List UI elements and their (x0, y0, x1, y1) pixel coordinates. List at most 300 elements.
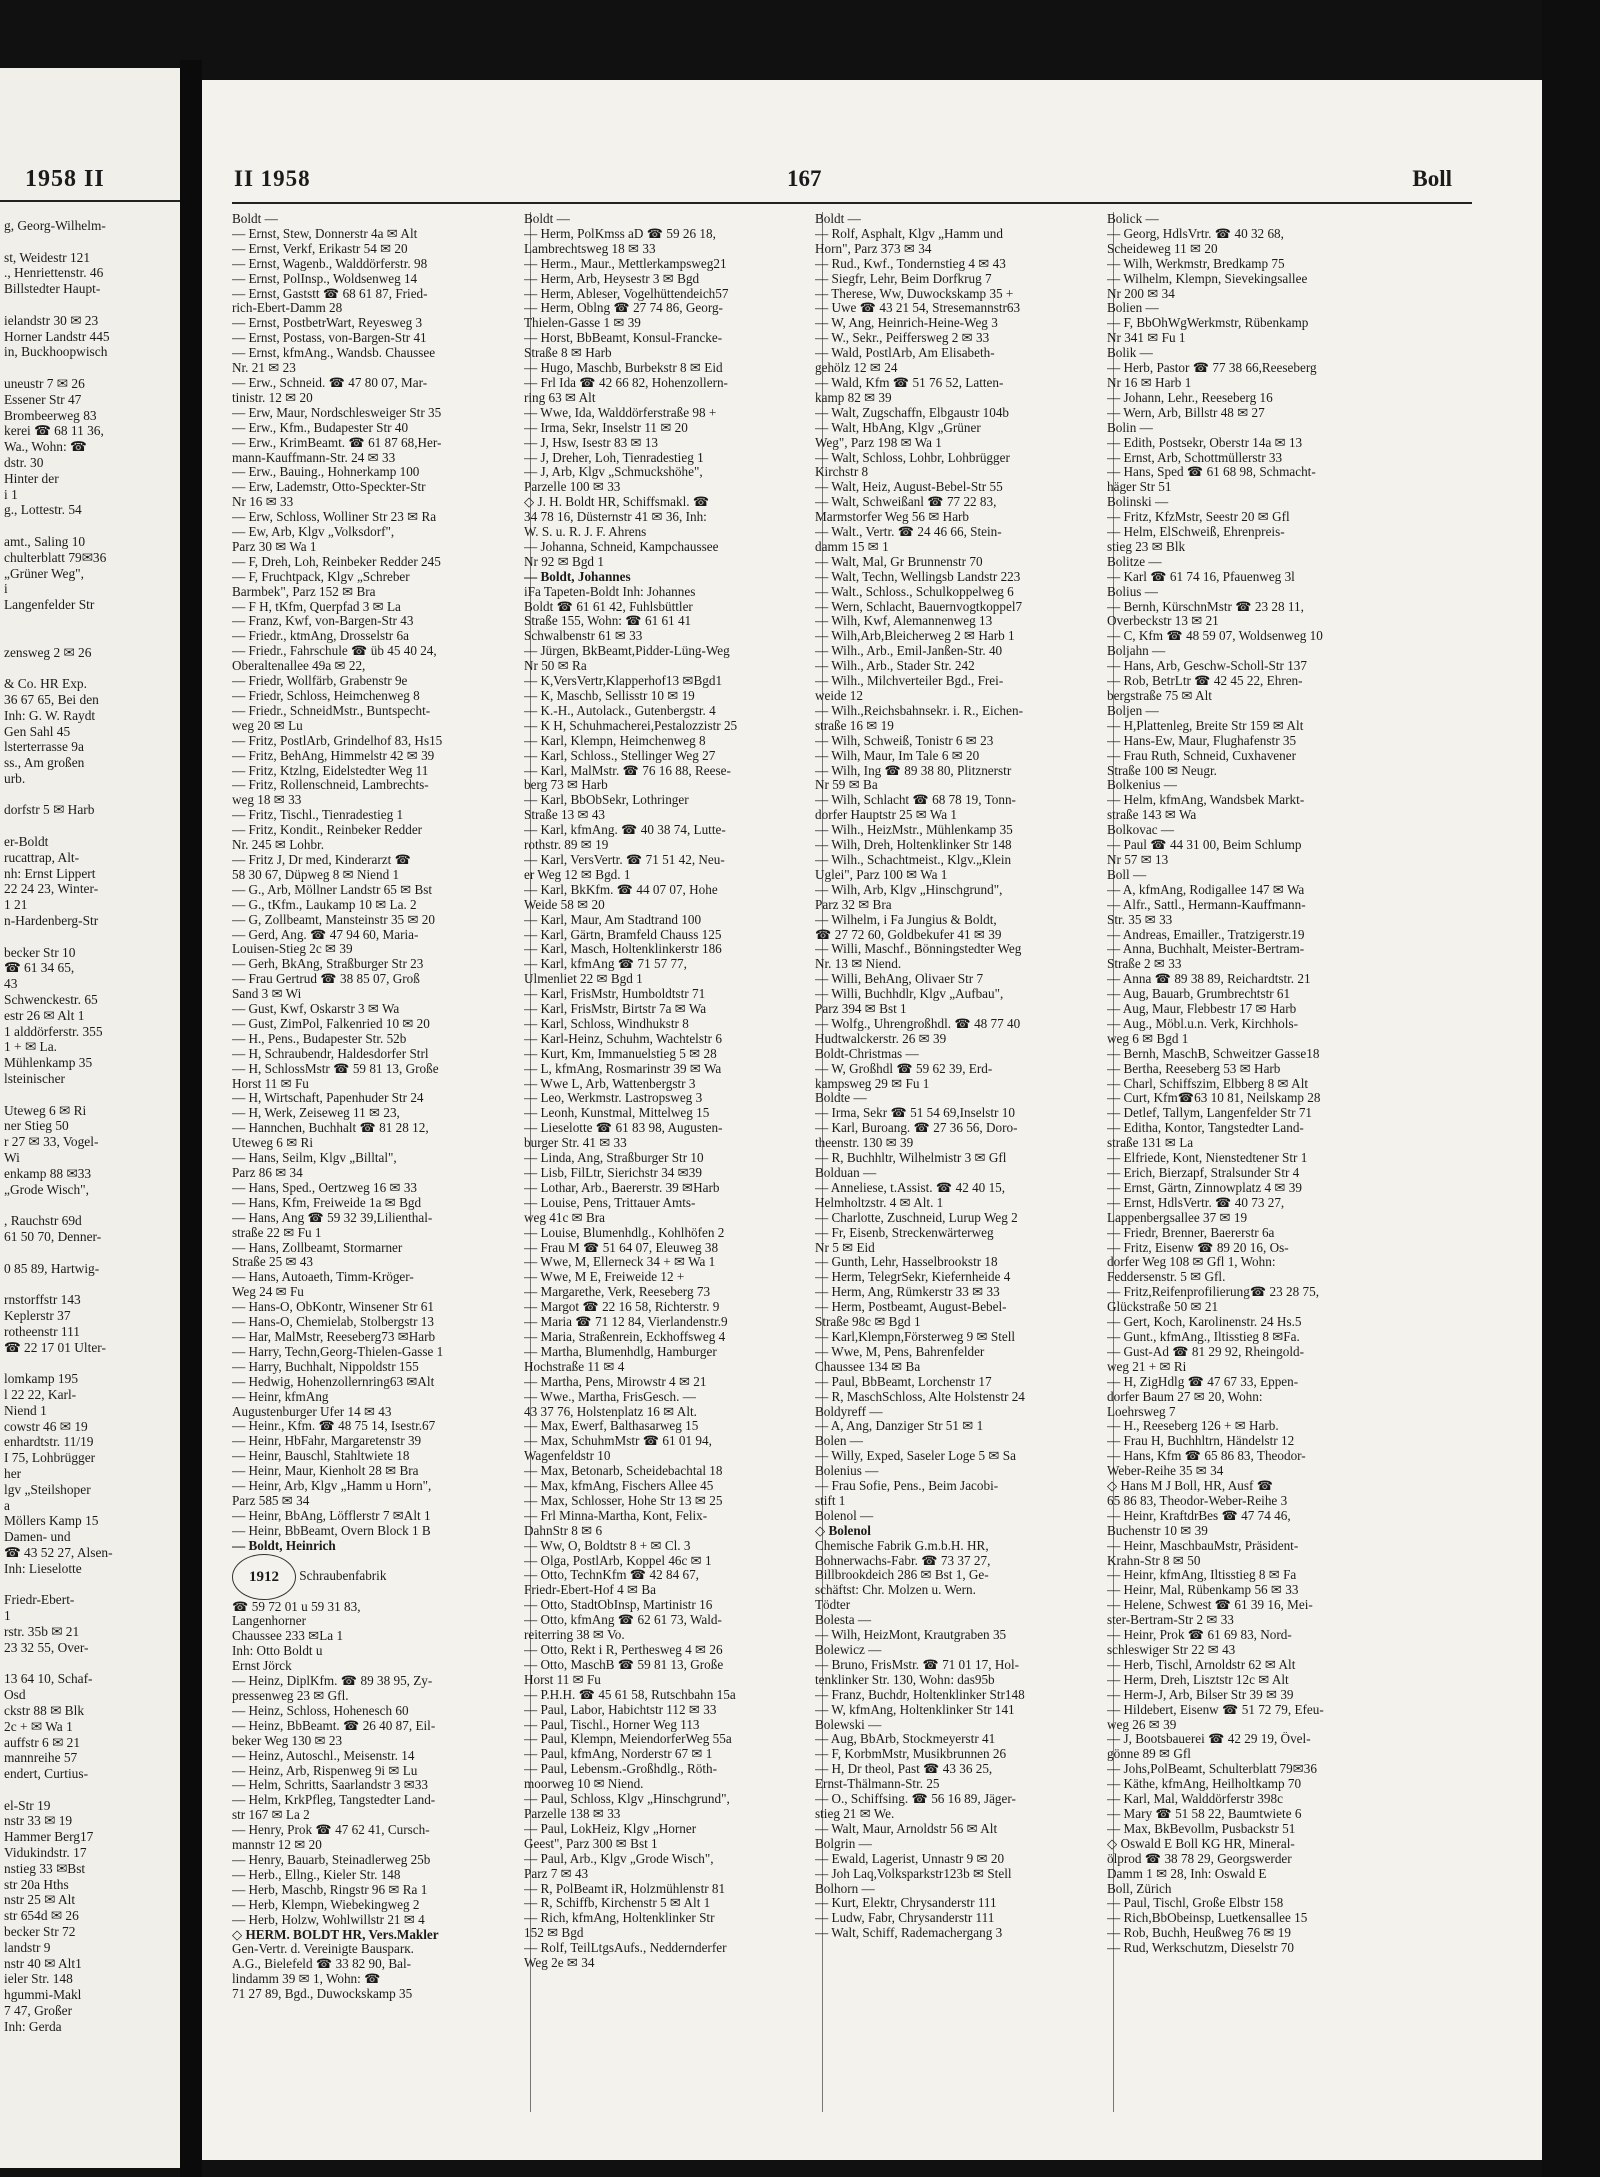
left-page-line: cowstr 46 ✉ 19 (4, 1418, 88, 1434)
left-page-line: ☎ 61 34 65, (4, 960, 75, 976)
directory-entry-line: Ernst-Thälmann-Str. 25 (815, 1777, 940, 1792)
directory-entry-line: — Friedr, Wollfärb, Grabenstr 9e (232, 674, 408, 689)
directory-entry-line: — Fritz, Ktzlng, Eidelstedter Weg 11 (232, 763, 429, 778)
directory-entry-line: — Walt, Schloss, Lohbr, Lohbrügger (815, 450, 1010, 465)
directory-entry-line: — Ernst, PolInsp., Woldsenweg 14 (232, 271, 418, 286)
directory-entry-line: — Walt, Zugschaffn, Elbgaustr 104b (815, 405, 1010, 420)
left-page-line: Keplerstr 37 (4, 1307, 71, 1323)
directory-entry-line: — Rob, Buchh, Heußweg 76 ✉ 19 (1107, 1926, 1291, 1941)
directory-entry-line: — Leonh, Kunstmal, Mittelweg 15 (524, 1106, 710, 1121)
left-page-line: el-Str 19 (4, 1797, 51, 1813)
left-page-line: 23 32 55, Over- (4, 1639, 89, 1655)
directory-entry-line: — Detlef, Tallym, Langenfelder Str 71 (1107, 1106, 1313, 1121)
directory-entry-line: — Hugo, Maschb, Burbekstr 8 ✉ Eid (524, 361, 723, 376)
directory-entry-line: ☎ 59 72 01 u 59 31 83, (232, 1599, 361, 1614)
left-page-line: Osd (4, 1687, 26, 1703)
left-page-line: Schwenckestr. 65 (4, 992, 98, 1008)
directory-entry-line: Straße 2 ✉ 33 (1107, 957, 1182, 972)
directory-entry-line: — Karl, FrisMstr, Humboldtstr 71 (524, 987, 706, 1002)
facing-page-left (0, 68, 180, 2168)
directory-entry-line: — Lieselotte ☎ 61 83 98, Augusten- (524, 1121, 723, 1136)
left-page-line: Inh: G. W. Raydt (4, 707, 96, 723)
directory-entry-line: — Wilh., Arb., Emil-Janßen-Str. 40 (815, 644, 1003, 659)
directory-entry-line: Parz 86 ✉ 34 (232, 1166, 303, 1180)
directory-entry-line: — Walt., Vertr. ☎ 24 46 66, Stein- (815, 525, 1002, 540)
directory-entry-line: — Heinr, kfmAng, Iltisstieg 8 ✉ Fa (1107, 1568, 1297, 1583)
left-page-line: I 75, Lohbrügger (4, 1450, 96, 1466)
directory-entry-line: — Jürgen, BkBeamt,Pidder-Lüng-Weg (524, 644, 730, 659)
directory-entry-line: — Henry, Bauarb, Steinadlerweg 25b (232, 1852, 431, 1867)
directory-entry-line: — Kurt, Elektr, Chrysanderstr 111 (815, 1896, 997, 1911)
directory-entry-line: — Wald, Kfm ☎ 51 76 52, Latten- (815, 375, 1004, 390)
directory-entry-line: — Johs,PolBeamt, Schulterblatt 79✉36 (1107, 1762, 1317, 1777)
directory-entry-line: Nr 200 ✉ 34 (1107, 286, 1175, 301)
directory-entry-line: — Hans, Sped., Oertzweg 16 ✉ 33 (232, 1180, 418, 1195)
directory-entry-line: Straße 100 ✉ Neugr. (1107, 763, 1217, 778)
left-page-line: Brombeerweg 83 (4, 407, 97, 423)
directory-entry-line: pressenweg 23 ✉ Gfl. (232, 1689, 349, 1703)
left-page-line: Wi (4, 1150, 20, 1166)
directory-entry-line: — Wwe, M E, Freiweide 12 + (524, 1270, 685, 1285)
left-page-line: 2c + ✉ Wa 1 (4, 1718, 73, 1734)
directory-entry-line: Geest", Parz 300 ✉ Bst 1 (524, 1836, 658, 1851)
left-page-line: str 20a Hths (4, 1876, 69, 1892)
directory-entry-line: ölprod ☎ 38 78 29, Georgswerder (1107, 1851, 1292, 1866)
directory-entry-line: — Wald, PostlArb, Am Elisabeth- (815, 346, 995, 361)
left-page-line (4, 360, 180, 376)
directory-entry-line: gönne 89 ✉ Gfl (1107, 1747, 1191, 1762)
directory-entry-line: Parz 7 ✉ 43 (524, 1866, 589, 1881)
directory-entry-line: — Heinr, Mal, Rübenkamp 56 ✉ 33 (1107, 1583, 1299, 1598)
directory-entry-line: — Herm, Dreh, Lisztstr 12c ✉ Alt (1107, 1672, 1289, 1687)
page-number: 167 (787, 166, 822, 191)
directory-entry-line: ◇ Oswald E Boll KG HR, Mineral- (1107, 1836, 1295, 1851)
directory-entry-line: str 167 ✉ La 2 (232, 1808, 310, 1823)
directory-entry-line: — Wilh, Werkmstr, Bredkamp 75 (1107, 256, 1285, 271)
directory-entry-line: — Olga, PostlArb, Koppel 46c ✉ 1 (524, 1553, 712, 1568)
directory-entry-line: Horst 11 ✉ Fu (524, 1672, 601, 1687)
directory-entry-line: — Wilh.,Reichsbahnsekr. i. R., Eichen- (815, 703, 1023, 718)
directory-entry-line: — Margarethe, Verk, Reeseberg 73 (524, 1285, 711, 1300)
directory-entry-line: — Friedr, Schloss, Heimchenweg 8 (232, 689, 420, 703)
directory-entry-line: Bolduan — (815, 1166, 877, 1180)
directory-entry-line: — Willi, Buchhdlr, Klgv „Aufbau", (815, 987, 1004, 1002)
left-page-line: ☎ 43 52 27, Alsen- (4, 1544, 113, 1560)
directory-entry-line: dorfer Hauptstr 25 ✉ Wa 1 (815, 808, 957, 823)
directory-entry-line: Nr 5 ✉ Eid (815, 1240, 875, 1255)
directory-entry-line: Kirchstr 8 (815, 465, 869, 480)
directory-entry-line: — Joh Laq,Volksparkstr123b ✉ Stell (815, 1866, 1012, 1881)
left-page-line (4, 818, 180, 834)
left-page-line (4, 1245, 180, 1261)
directory-entry-line: — Käthe, kfmAng, Heilholtkamp 70 (1107, 1777, 1302, 1792)
directory-entry-line: Louisen-Stieg 2c ✉ 39 (232, 942, 353, 957)
directory-entry-line: — Heinr, HbFahr, Margaretenstr 39 (232, 1434, 422, 1449)
directory-entry-line: — Bruno, FrisMstr. ☎ 71 01 17, Hol- (815, 1657, 1019, 1672)
directory-entry-line: weg 26 ✉ 39 (1107, 1717, 1177, 1732)
directory-entry-line: — Herb., Ellng., Kieler Str. 148 (232, 1867, 401, 1882)
directory-entry-line: Bolenol — (815, 1508, 874, 1523)
directory-entry-line: Scheideweg 11 ✉ 20 (1107, 241, 1218, 256)
directory-entry-line: Bolewski — (815, 1717, 882, 1732)
left-page-line: auffstr 6 ✉ 21 (4, 1734, 81, 1750)
left-page-line: hgummi-Makl (4, 1987, 82, 2003)
directory-entry-line: — Linda, Ang, Straßburger Str 10 (524, 1151, 704, 1166)
directory-entry-line: — Walt, HbAng, Klgv „Grüner (815, 420, 981, 435)
directory-entry-line: Boljahn — (1107, 644, 1166, 659)
directory-entry-line: reiterring 38 ✉ Vo. (524, 1628, 625, 1643)
directory-entry-line: — Max, Betonarb, Scheidebachtal 18 (524, 1464, 723, 1479)
directory-entry-line: — Wilh., Milchverteiler Bgd., Frei- (815, 674, 1004, 689)
directory-entry-line: damm 15 ✉ 1 (815, 539, 889, 554)
left-page-line: endert, Curtius- (4, 1766, 89, 1782)
directory-entry-line: — Ww, O, Boldtstr 8 + ✉ Cl. 3 (524, 1538, 691, 1553)
directory-column-2 (524, 212, 816, 1971)
directory-entry-line: — Wern, Arb, Billstr 48 ✉ 27 (1107, 405, 1265, 420)
directory-entry-line: Overbeckstr 13 ✉ 21 (1107, 614, 1219, 629)
directory-entry-line: — W, Ang, Heinrich-Heine-Weg 3 (815, 316, 998, 331)
directory-entry-line: — Gerd, Ang. ☎ 47 94 60, Maria- (232, 927, 419, 942)
directory-entry-line: Augustenburger Ufer 14 ✉ 43 (232, 1404, 392, 1419)
directory-entry-line: — Karl, Buroang. ☎ 27 36 56, Doro- (815, 1121, 1018, 1136)
directory-entry-line: Billbrookdeich 286 ✉ Bst 1, Ge- (815, 1568, 989, 1583)
directory-entry-line: — Karl, Klempn, Heimchenweg 8 (524, 733, 706, 748)
directory-entry-line: Boldt — (232, 212, 278, 226)
directory-entry-line: — Helm, Schritts, Saarlandstr 3 ✉33 (232, 1778, 429, 1793)
directory-entry-line: Horst 11 ✉ Fu (232, 1076, 309, 1091)
directory-entry-line: — O., Schiffsing. ☎ 56 16 89, Jäger- (815, 1792, 1016, 1807)
directory-entry-line: — Karl, Gärtn, Bramfeld Chauss 125 (524, 927, 722, 942)
directory-entry-line: — Rob, BetrLtr ☎ 42 45 22, Ehren- (1107, 674, 1303, 689)
directory-entry-line: — Aug., Möbl.u.n. Verk, Kirchhols- (1107, 1016, 1298, 1031)
left-page-line: Essener Str 47 (4, 391, 82, 407)
directory-entry-line: — Curt, Kfm☎63 10 81, Neilskamp 28 (1107, 1091, 1321, 1106)
directory-entry-line: — Frau M ☎ 51 64 07, Eleuweg 38 (524, 1240, 719, 1255)
directory-entry-line: — Herm., Maur., Mettlerkampsweg21 (524, 256, 727, 271)
directory-entry-line: weg 41c ✉ Bra (524, 1210, 605, 1225)
directory-entry-line: — Frl Ida ☎ 42 66 82, Hohenzollern- (524, 375, 728, 390)
directory-entry-line: — Wwe., Martha, FrisGesch. — (524, 1389, 696, 1404)
left-page-line: amt., Saling 10 (4, 533, 86, 549)
directory-entry-line: — W, Großhdl ☎ 59 62 39, Erd- (815, 1061, 993, 1076)
directory-entry-line: — Heinr, Arb, Klgv „Hamm u Horn", (232, 1479, 432, 1494)
left-page-line: g, Georg-Wilhelm- (4, 218, 106, 233)
left-page-line (4, 629, 180, 645)
directory-entry-line: lindamm 39 ✉ 1, Wohn: ☎ (232, 1972, 381, 1987)
directory-entry-line: Boljen — (1107, 703, 1159, 718)
left-page-line: ner Stieg 50 (4, 1118, 69, 1134)
directory-entry-line: — Herm, TelegrSekr, Kiefernheide 4 (815, 1270, 1011, 1285)
directory-entry-line: — Herb, Klempn, Wiebekingweg 2 (232, 1897, 420, 1912)
directory-entry-line: Boldte — (815, 1091, 867, 1106)
directory-entry-line: schäftst: Chr. Molzen u. Wern. (815, 1583, 976, 1598)
directory-entry-line: — Erich, Bierzapf, Stralsunder Str 4 (1107, 1166, 1300, 1180)
directory-entry-line: — Karl, Schloss, Windhukstr 8 (524, 1016, 689, 1031)
left-page-line: ieler Str. 148 (4, 1971, 73, 1987)
directory-entry-line: Bolkenius — (1107, 778, 1177, 793)
directory-entry-line: — Wilh., Schachtmeist., Klgv.„Klein (815, 852, 1012, 867)
directory-entry-line: — Hedwig, Hohenzollernring63 ✉Alt (232, 1374, 435, 1389)
directory-entry-line: — Wilh, Schlacht ☎ 68 78 19, Tonn- (815, 793, 1016, 808)
left-page-line (4, 518, 180, 534)
directory-entry-line: iFa Tapeten-Boldt Inh: Johannes (524, 584, 696, 599)
directory-entry-line: Loehrsweg 7 (1107, 1404, 1176, 1419)
directory-entry-line: Boll, Zürich (1107, 1881, 1172, 1896)
directory-entry-line: — Otto, MaschB ☎ 59 81 13, Große (524, 1657, 724, 1672)
directory-entry-line: — Paul, Schloss, Klgv „Hinschgrund", (524, 1792, 730, 1807)
directory-entry-line: — F H, tKfm, Querpfad 3 ✉ La (232, 599, 401, 614)
directory-entry-line: — Aug, BbArb, Stockmeyerstr 41 (815, 1732, 996, 1747)
left-page-line: her (4, 1465, 22, 1481)
directory-entry-line: — Karl, VersVertr. ☎ 71 51 42, Neu- (524, 852, 725, 867)
directory-entry-line: 34 78 16, Düsternstr 41 ✉ 36, Inh: (524, 510, 707, 525)
directory-entry-line: — Wilh, Dreh, Holtenklinker Str 148 (815, 838, 1012, 853)
directory-entry-line: — Max, Ewerf, Balthasarweg 15 (524, 1419, 699, 1434)
directory-entry-line: er Weg 12 ✉ Bgd. 1 (524, 867, 631, 882)
directory-entry-line: — K H, Schuhmacherei,Pestalozzistr 25 (524, 718, 738, 733)
directory-column-1 (232, 212, 524, 2002)
directory-entry-line: — Heinr, BbBeamt, Overn Block 1 B (232, 1523, 431, 1538)
directory-entry-line: — Fritz,Reifenprofilierung☎ 23 28 75, (1107, 1285, 1320, 1300)
directory-entry-line: — J, Hsw, Isestr 83 ✉ 13 (524, 435, 659, 450)
directory-entry-line: — Wilhelm, Klempn, Sievekingsallee (1107, 271, 1308, 286)
directory-entry-line: weg 18 ✉ 33 (232, 793, 302, 808)
directory-entry-line: — Otto, StadtObInsp, Martinistr 16 (524, 1598, 713, 1613)
directory-entry-line: Nr 92 ✉ Bgd 1 (524, 554, 604, 569)
directory-entry-line: straße 16 ✉ 19 (815, 718, 894, 733)
left-page-line: 7 47, Großer (4, 2003, 73, 2019)
directory-entry-line: Boldt — (815, 212, 861, 226)
left-page-line: Möllers Kamp 15 (4, 1513, 99, 1529)
directory-entry-line: — Ernst, Gärtn, Zinnowplatz 4 ✉ 39 (1107, 1180, 1302, 1195)
directory-entry-line: — Willi, Maschf., Bönningstedter Weg (815, 942, 1022, 957)
directory-entry-line: — Paul, BbBeamt, Lorchenstr 17 (815, 1374, 992, 1389)
directory-entry-line: — G., tKfm., Laukamp 10 ✉ La. 2 (232, 897, 417, 912)
directory-entry-line: — Hans, Arb, Geschw-Scholl-Str 137 (1107, 659, 1307, 674)
directory-entry-line: Bolewicz — (815, 1643, 882, 1657)
directory-entry-line: — C, Kfm ☎ 48 59 07, Woldsenweg 10 (1107, 629, 1323, 644)
directory-entry-line: — Erw, Schloss, Wolliner Str 23 ✉ Ra (232, 510, 437, 525)
directory-entry-line: — Georg, HdlsVrtr. ☎ 40 32 68, (1107, 226, 1284, 241)
directory-entry-line: tenklinker Str. 130, Wohn: das95b (815, 1672, 995, 1687)
left-page-line: „Grüner Weg", (4, 565, 84, 581)
directory-entry-line: Weber-Reihe 35 ✉ 34 (1107, 1464, 1224, 1479)
directory-entry-line: — Rich, kfmAng, Holtenklinker Str (524, 1911, 715, 1926)
left-page-line: Wa., Wohn: ☎ (4, 439, 87, 455)
directory-entry-line: — Ernst, PostbetrWart, Reyesweg 3 (232, 316, 423, 331)
directory-entry-line: Parz 585 ✉ 34 (232, 1493, 310, 1508)
directory-entry-line: — Hans, Kfm, Freiweide 1a ✉ Bgd (232, 1195, 422, 1210)
left-page-line: 1 alddörferstr. 355 (4, 1023, 103, 1039)
left-page-line (4, 660, 180, 676)
directory-entry-line: A.G., Bielefeld ☎ 33 82 90, Bal- (232, 1957, 412, 1972)
left-page-line: a (4, 1497, 10, 1513)
directory-entry-line: — Fritz J, Dr med, Kinderarzt ☎ (232, 852, 412, 867)
directory-entry-line: — Heinr, KraftdrBes ☎ 47 74 46, (1107, 1508, 1291, 1523)
directory-entry-line: — H, Werk, Zeiseweg 11 ✉ 23, (232, 1106, 400, 1121)
directory-entry-line: — Gunth, Lehr, Hasselbrookstr 18 (815, 1255, 998, 1270)
directory-entry-line: Parz 32 ✉ Bra (815, 897, 892, 912)
directory-entry-line: — Helm, ElSchweiß, Ehrenpreis- (1107, 525, 1285, 540)
directory-entry-line: Parz 394 ✉ Bst 1 (815, 1002, 907, 1017)
left-page-line (4, 613, 180, 629)
directory-entry-line: — Herb, Tischl, Arnoldstr 62 ✉ Alt (1107, 1657, 1296, 1672)
left-page-line: Billstedter Haupt- (4, 281, 101, 297)
directory-entry-line: — F, Fruchtpack, Klgv „Schreber (232, 569, 410, 584)
directory-entry-line: — Fritz, Eisenw ☎ 89 20 16, Os- (1107, 1240, 1289, 1255)
directory-entry-line: — G, Zollbeamt, Mansteinstr 35 ✉ 20 (232, 912, 435, 927)
directory-entry-line: — Edith, Postsekr, Oberstr 14a ✉ 13 (1107, 435, 1303, 450)
directory-entry-line: Sand 3 ✉ Wi (232, 987, 302, 1002)
directory-entry-line: — Hannchen, Buchhalt ☎ 81 28 12, (232, 1121, 429, 1136)
directory-entry-line: Helmholtzstr. 4 ✉ Alt. 1 (815, 1195, 944, 1210)
left-page-line: Gen Sahl 45 (4, 723, 71, 739)
directory-entry-line: — H, Schraubendr, Haldesdorfer Strl (232, 1046, 429, 1061)
left-page-line: uneustr 7 ✉ 26 (4, 375, 85, 391)
directory-entry-line: — Paul, kfmAng, Norderstr 67 ✉ 1 (524, 1747, 713, 1762)
directory-entry-line: — Karl, MalMstr. ☎ 76 16 88, Reese- (524, 763, 731, 778)
left-page-line: kerei ☎ 68 11 36, (4, 423, 104, 439)
left-page-line: enhardtstr. 11/19 (4, 1434, 94, 1450)
directory-entry-line: 65 86 83, Theodor-Weber-Reihe 3 (1107, 1493, 1288, 1508)
directory-entry-line: — Herm-J, Arb, Bilser Str 39 ✉ 39 (1107, 1687, 1294, 1702)
directory-column-4 (1107, 212, 1399, 1956)
left-page-line: lsterterrasse 9a (4, 739, 84, 755)
directory-entry-line: theenstr. 130 ✉ 39 (815, 1136, 914, 1151)
directory-entry-line: — Herm, PolKmss aD ☎ 59 26 18, (524, 226, 716, 241)
left-page-line: ., Henriettenstr. 46 (4, 265, 104, 281)
left-page-line: becker Str 72 (4, 1924, 76, 1940)
directory-entry-line: — Boldt, Johannes (524, 569, 631, 584)
left-page-line: Damen- und (4, 1529, 71, 1545)
directory-entry-line: — Heinz, Autoschl., Meisenstr. 14 (232, 1748, 415, 1763)
directory-entry-line: Glückstraße 50 ✉ 21 (1107, 1300, 1219, 1315)
directory-entry-line: — Lothar, Arb., Baererstr. 39 ✉Harb (524, 1180, 720, 1195)
directory-entry-line: häger Str 51 (1107, 480, 1172, 495)
directory-entry-line: Schwalbenstr 61 ✉ 33 (524, 629, 643, 644)
directory-entry-line: ster-Bertram-Str 2 ✉ 33 (1107, 1613, 1234, 1628)
directory-entry-line: — Wwe, M, Pens, Bahrenfelder (815, 1344, 985, 1359)
left-page-line: enkamp 88 ✉33 (4, 1165, 92, 1181)
directory-entry-line: — Mary ☎ 51 58 22, Baumtwiete 6 (1107, 1806, 1302, 1821)
directory-entry-line: Bolgrin — (815, 1836, 872, 1851)
directory-entry-line: Straße 13 ✉ 43 (524, 808, 606, 823)
directory-entry-line: — Herb, Maschb, Ringstr 96 ✉ Ra 1 (232, 1882, 428, 1897)
directory-entry-line: — Otto, TechnKfm ☎ 42 84 67, (524, 1568, 699, 1583)
directory-entry-line: Tödter (815, 1598, 851, 1613)
directory-entry-line: — Heinz, Arb, Rispenweg 9i ✉ Lu (232, 1763, 418, 1778)
directory-entry-line: — Frl Minna-Martha, Kont, Felix- (524, 1508, 708, 1523)
left-page-line (4, 1782, 180, 1798)
directory-entry-line: — H., Pens., Budapester Str. 52b (232, 1031, 407, 1046)
directory-entry-line: — Louise, Blumenhdlg., Kohlhöfen 2 (524, 1225, 725, 1240)
directory-entry-line: — Max, SchuhmMstr ☎ 61 01 94, (524, 1434, 712, 1449)
directory-entry-line: — Anneliese, t.Assist. ☎ 42 40 15, (815, 1180, 1006, 1195)
directory-entry-line: — Walt, Techn, Wellingsb Landstr 223 (815, 569, 1021, 584)
directory-entry-line: — Wilh, Maur, Im Tale 6 ✉ 20 (815, 748, 980, 763)
directory-entry-line: Barmbek", Parz 152 ✉ Bra (232, 584, 376, 599)
directory-entry-line: — Erw., Kfm., Budapester Str 40 (232, 420, 409, 435)
directory-entry-line: — Paul ☎ 44 31 00, Beim Schlump (1107, 838, 1302, 853)
directory-entry-line: Boldt-Christmas — (815, 1046, 919, 1061)
left-page-line: nstr 33 ✉ 19 (4, 1813, 73, 1829)
directory-entry-line: straße 131 ✉ La (1107, 1136, 1194, 1151)
directory-entry-line: — Hans, Seilm, Klgv „Billtal", (232, 1151, 397, 1166)
directory-entry-line: — Wilh, Arb, Klgv „Hinschgrund", (815, 882, 1003, 897)
directory-entry-line: Wagenfeldstr 10 (524, 1449, 611, 1464)
directory-entry-line: — Heinz, Schloss, Hohenesch 60 (232, 1703, 409, 1718)
directory-entry-line: Gen-Vertr. d. Vereinigte Bausparк. (232, 1942, 414, 1957)
directory-entry-line: stieg 23 ✉ Blk (1107, 539, 1186, 554)
directory-entry-line: Damm 1 ✉ 28, Inh: Oswald E (1107, 1866, 1267, 1881)
directory-entry-line: Nr 50 ✉ Ra (524, 659, 587, 674)
directory-entry-line: Chemische Fabrik G.m.b.H. HR, (815, 1538, 989, 1553)
directory-entry-line: — G., Arb, Möllner Landstr 65 ✉ Bst (232, 882, 433, 897)
left-page-line: n-Hardenberg-Str (4, 913, 99, 929)
directory-entry-line: — Heinr, BbAng, Löfflerstr 7 ✉Alt 1 (232, 1508, 431, 1523)
directory-entry-line: Nr 59 ✉ Ba (815, 778, 878, 793)
directory-entry-line: — Heinr, Maur, Kienholt 28 ✉ Bra (232, 1464, 419, 1479)
directory-entry-line: Ernst Jörck (232, 1659, 292, 1674)
directory-entry-line: — Fritz, Rollenschneid, Lambrechts- (232, 778, 429, 793)
left-page-line: 61 50 70, Denner- (4, 1229, 102, 1244)
directory-entry-line: — Maria ☎ 71 12 84, Vierlandenstr.9 (524, 1315, 728, 1330)
directory-entry-line: — Friedr., ktmAng, Drosselstr 6a (232, 629, 409, 644)
directory-entry-line: — J, Arb, Klgv „Schmuckshöhe", (524, 465, 703, 480)
directory-entry-line: — Wilh, Ing ☎ 89 38 80, Plitznerstr (815, 763, 1012, 778)
left-page-line: estr 26 ✉ Alt 1 (4, 1007, 85, 1023)
directory-entry-line: — Frau Gertrud ☎ 38 85 07, Groß (232, 972, 420, 987)
directory-entry-line: — Editha, Kontor, Tangstedter Land- (1107, 1121, 1304, 1136)
left-page-line: Vidukindstr. 17 (4, 1845, 87, 1861)
directory-entry-line: ◇ Hans M J Boll, HR, Ausf ☎ (1107, 1479, 1274, 1494)
directory-entry-line: Bolhorn — (815, 1881, 875, 1896)
directory-entry-line: Bolius — (1107, 584, 1158, 599)
directory-entry-line: — Andreas, Emailler., Tratzigerstr.19 (1107, 927, 1305, 942)
directory-entry-line: berg 73 ✉ Harb (524, 778, 608, 793)
directory-entry-line: Langenhorner (232, 1614, 306, 1629)
directory-entry-line: — Friedr, Brenner, Baererstr 6a (1107, 1225, 1275, 1240)
directory-entry-line: — Walt, Heiz, August-Bebel-Str 55 (815, 480, 1003, 495)
header-rule (232, 202, 1472, 204)
directory-entry-line: — Gust-Ad ☎ 81 29 92, Rheingold- (1107, 1344, 1305, 1359)
directory-entry-line: — Karl ☎ 61 74 16, Pfauenweg 3l (1107, 569, 1295, 584)
left-page-line: 1 + ✉ La. (4, 1039, 57, 1055)
directory-entry-line: — Margot ☎ 22 16 58, Richterstr. 9 (524, 1300, 720, 1315)
directory-entry-line: — Wilh, Kwf, Alemannenweg 13 (815, 614, 993, 629)
directory-entry-line: — Aug, Maur, Flebbestr 17 ✉ Harb (1107, 1002, 1297, 1017)
directory-entry-line: — Herm, Oblng ☎ 27 74 86, Georg- (524, 301, 723, 316)
left-page-line: er-Boldt (4, 834, 49, 850)
directory-entry-line: — Max, kfmAng, Fischers Allee 45 (524, 1479, 714, 1494)
directory-entry-line: Bolkovac — (1107, 823, 1175, 838)
directory-entry-line: — Frau Ruth, Schneid, Cuxhavener (1107, 748, 1296, 763)
left-page-line: lomkamp 195 (4, 1371, 79, 1387)
directory-entry-line: — Willy, Exped, Saseler Loge 5 ✉ Sa (815, 1449, 1016, 1464)
directory-entry-line: — Walt, Maur, Arnoldstr 56 ✉ Alt (815, 1821, 998, 1836)
directory-entry-line: — Johann, Lehr., Reeseberg 16 (1107, 390, 1273, 405)
directory-entry-line: — Bertha, Reeseberg 53 ✉ Harb (1107, 1061, 1281, 1076)
directory-entry-line: — A, Ang, Danziger Str 51 ✉ 1 (815, 1419, 984, 1434)
directory-entry-line: — Ernst, Verkf, Erikastr 54 ✉ 20 (232, 241, 408, 256)
left-page-line: nstr 25 ✉ Alt (4, 1892, 76, 1908)
directory-entry-line: Chaussee 134 ✉ Ba (815, 1359, 921, 1374)
directory-entry-line: W. S. u. R. J. F. Ahrens (524, 525, 647, 540)
directory-entry-line: Nr. 13 ✉ Niend. (815, 957, 902, 972)
directory-entry-line: — Charl, Schiffszim, Elbberg 8 ✉ Alt (1107, 1076, 1309, 1091)
left-page-line (4, 234, 180, 250)
directory-entry-line: dorfer Baum 27 ✉ 20, Wohn: (1107, 1389, 1263, 1404)
